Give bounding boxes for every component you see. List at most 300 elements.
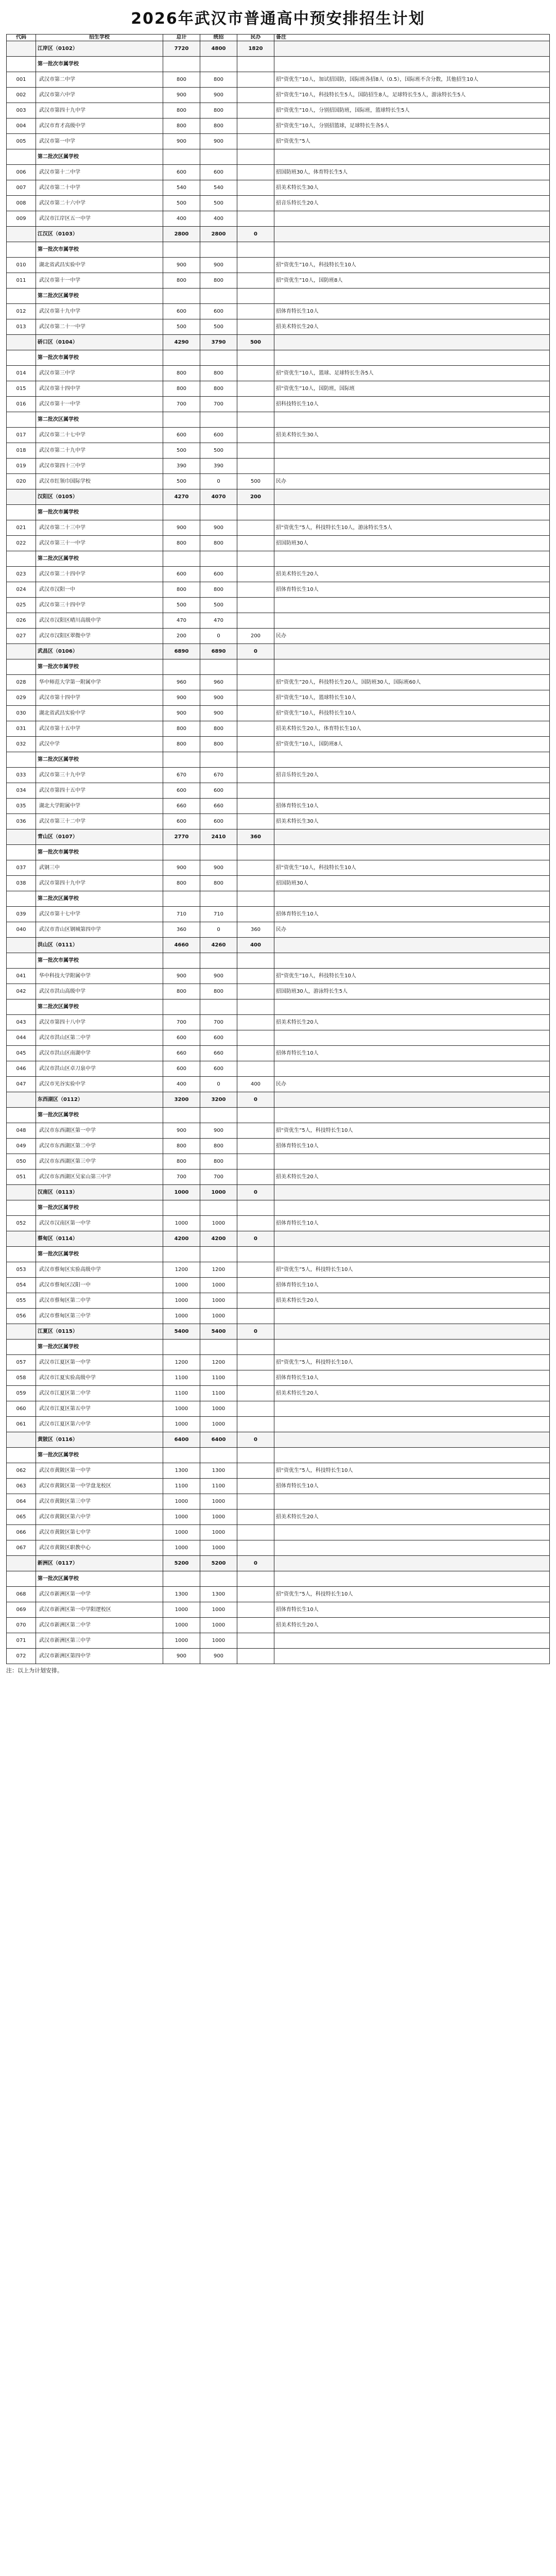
unified-cell: 1000 [200,1216,237,1231]
code-cell: 068 [7,1587,36,1602]
unified-cell: 1000 [200,1309,237,1324]
table-row [7,103,550,118]
total-cell: 1000 [163,1540,200,1556]
code-cell: 021 [7,520,36,536]
category-row [7,412,550,428]
total-cell: 1200 [163,1355,200,1370]
name-cell: 华中科技大学附属中学 [36,969,163,984]
note-cell [274,1571,550,1587]
name-cell: 武汉市江夏区第一中学 [36,1355,163,1370]
category-row [7,953,550,969]
note-cell [274,938,550,953]
tuition-cell [237,690,274,706]
tuition-cell [237,1633,274,1649]
unified-cell: 2410 [200,829,237,845]
total-cell: 800 [163,381,200,397]
code-cell [7,350,36,366]
code-cell: 037 [7,860,36,876]
code-cell: 018 [7,443,36,459]
table-body [7,41,550,1664]
code-cell: 056 [7,1309,36,1324]
unified-cell: 1000 [200,1510,237,1525]
note-cell: 招“资优生”10人，分别招篮球，足球特长生各5人 [274,118,550,134]
note-cell: 民办 [274,474,550,489]
total-cell: 600 [163,428,200,443]
tuition-cell: 0 [237,1185,274,1200]
unified-cell: 800 [200,536,237,551]
tuition-cell [237,103,274,118]
note-cell [274,1309,550,1324]
name-cell: 武汉市第二十中学 [36,180,163,196]
note-cell: 招体育特长生10人 [274,799,550,814]
table-row [7,1540,550,1556]
total-cell: 600 [163,1061,200,1077]
tuition-cell [237,57,274,72]
unified-cell: 4200 [200,1231,237,1247]
tuition-cell [237,1401,274,1417]
code-cell [7,845,36,860]
tuition-cell [237,397,274,412]
note-cell: 招美术特长生20人 [274,1618,550,1633]
total-cell: 660 [163,1046,200,1061]
unified-cell: 1000 [200,1185,237,1200]
code-cell: 014 [7,366,36,381]
district-row [7,1185,550,1200]
name-cell: 江汉区（0103） [36,227,163,242]
code-cell: 029 [7,690,36,706]
tuition-cell [237,1170,274,1185]
note-cell [274,999,550,1015]
total-cell: 900 [163,706,200,721]
name-cell: 武汉市第四十八中学 [36,1015,163,1030]
name-cell: 武汉市第四十五中学 [36,783,163,799]
unified-cell: 6890 [200,644,237,659]
tuition-cell [237,1587,274,1602]
tuition-cell [237,1340,274,1355]
unified-cell: 660 [200,799,237,814]
total-cell: 1000 [163,1633,200,1649]
unified-cell: 660 [200,1046,237,1061]
name-cell: 武汉市江夏实验高级中学 [36,1370,163,1386]
unified-cell: 540 [200,180,237,196]
tuition-cell [237,799,274,814]
name-cell: 湖北省武昌实验中学 [36,258,163,273]
total-cell [163,350,200,366]
tuition-cell [237,752,274,768]
tuition-cell: 400 [237,938,274,953]
total-cell: 800 [163,103,200,118]
unified-cell: 400 [200,211,237,227]
code-cell: 019 [7,459,36,474]
note-cell: 民办 [274,922,550,938]
note-cell [274,551,550,567]
unified-cell: 800 [200,103,237,118]
tuition-cell [237,1262,274,1278]
code-cell [7,659,36,675]
code-cell: 022 [7,536,36,551]
name-cell: 第一批次区属学校 [36,1247,163,1262]
note-cell [274,459,550,474]
name-cell: 武汉市洪山区南湖中学 [36,1046,163,1061]
total-cell: 600 [163,165,200,180]
code-cell: 048 [7,1123,36,1139]
note-cell: 招“资优生”10人，篮球、足球特长生各5人 [274,366,550,381]
note-cell: 招国防班30人 [274,536,550,551]
total-cell: 1100 [163,1386,200,1401]
code-cell [7,551,36,567]
code-cell [7,1448,36,1463]
tuition-cell [237,1061,274,1077]
tuition-cell: 0 [237,1556,274,1571]
note-cell [274,350,550,366]
code-cell: 063 [7,1479,36,1494]
tuition-cell [237,675,274,690]
code-cell: 060 [7,1401,36,1417]
unified-cell: 4070 [200,489,237,505]
tuition-cell: 360 [237,922,274,938]
unified-cell: 390 [200,459,237,474]
code-cell: 027 [7,629,36,644]
total-cell: 600 [163,304,200,319]
unified-cell: 1000 [200,1278,237,1293]
name-cell: 武汉市第十四中学 [36,690,163,706]
district-row [7,1231,550,1247]
name-cell: 武汉市新洲区第二中学 [36,1618,163,1633]
note-cell: 招“资优生”5人，科技特长生10人 [274,1262,550,1278]
total-cell [163,1571,200,1587]
note-cell [274,1324,550,1340]
total-cell: 1000 [163,1216,200,1231]
table-row [7,304,550,319]
note-cell [274,1556,550,1571]
name-cell: 武汉中学 [36,737,163,752]
code-cell: 064 [7,1494,36,1510]
tuition-cell: 0 [237,1324,274,1340]
tuition-cell [237,350,274,366]
unified-cell: 3200 [200,1092,237,1108]
total-cell: 600 [163,567,200,582]
unified-cell: 4800 [200,41,237,57]
name-cell: 武汉市育才高级中学 [36,118,163,134]
table-row [7,598,550,613]
note-cell [274,1649,550,1664]
unified-cell: 900 [200,258,237,273]
name-cell: 第一批次区属学校 [36,1340,163,1355]
name-cell: 武汉市新洲区第一中学 [36,1587,163,1602]
total-cell: 600 [163,814,200,829]
total-cell: 800 [163,118,200,134]
district-row [7,227,550,242]
table-row [7,1077,550,1092]
total-cell: 2770 [163,829,200,845]
category-row [7,505,550,520]
total-cell: 1000 [163,1309,200,1324]
code-cell [7,335,36,350]
total-cell: 960 [163,675,200,690]
note-cell: 招美术特长生20人 [274,567,550,582]
unified-cell [200,1200,237,1216]
header-note: 备注 [274,35,550,41]
total-cell [163,752,200,768]
total-cell: 5400 [163,1324,200,1340]
name-cell: 武汉市第十一中学 [36,397,163,412]
table-row [7,1123,550,1139]
tuition-cell [237,1525,274,1540]
unified-cell: 800 [200,366,237,381]
table-row [7,1618,550,1633]
tuition-cell: 200 [237,629,274,644]
category-row [7,1200,550,1216]
name-cell: 武汉市蔡甸区第三中学 [36,1309,163,1324]
name-cell: 武汉市第四十三中学 [36,459,163,474]
tuition-cell [237,1309,274,1324]
tuition-cell [237,180,274,196]
code-cell: 055 [7,1293,36,1309]
name-cell: 武汉市蔡甸区汉阳一中 [36,1278,163,1293]
code-cell: 059 [7,1386,36,1401]
code-cell [7,489,36,505]
table-row [7,474,550,489]
category-row [7,752,550,768]
total-cell: 3200 [163,1092,200,1108]
note-cell: 招音乐特长生20人 [274,768,550,783]
tuition-cell [237,1370,274,1386]
code-cell: 066 [7,1525,36,1540]
total-cell: 500 [163,443,200,459]
name-cell: 武汉市第六中学 [36,88,163,103]
name-cell: 武汉市第二十四中学 [36,567,163,582]
table-row [7,520,550,536]
code-cell: 062 [7,1463,36,1479]
tuition-cell [237,860,274,876]
tuition-cell [237,1386,274,1401]
unified-cell: 1000 [200,1293,237,1309]
name-cell: 武汉市第二十九中学 [36,443,163,459]
name-cell: 华中师范大学第一附属中学 [36,675,163,690]
total-cell: 900 [163,134,200,149]
note-cell [274,891,550,907]
code-cell: 002 [7,88,36,103]
tuition-cell [237,1293,274,1309]
code-cell: 061 [7,1417,36,1432]
code-cell [7,953,36,969]
table-row [7,1401,550,1417]
tuition-cell [237,1571,274,1587]
tuition-cell [237,953,274,969]
document-title: 2026年武汉市普通高中预安排招生计划 [131,10,425,28]
total-cell: 1100 [163,1479,200,1494]
district-row [7,1556,550,1571]
tuition-cell [237,1448,274,1463]
name-cell: 黄陂区（0116） [36,1432,163,1448]
note-cell: 招美术特长生20人 [274,1015,550,1030]
table-row [7,675,550,690]
note-cell: 招美术特长生20人 [274,1386,550,1401]
unified-cell [200,350,237,366]
unified-cell: 800 [200,582,237,598]
name-cell: 第二批次区属学校 [36,412,163,428]
name-cell: 武汉市江岸区五一中学 [36,211,163,227]
category-row [7,149,550,165]
code-cell: 004 [7,118,36,134]
name-cell: 洪山区（0111） [36,938,163,953]
table-row [7,876,550,891]
district-row [7,41,550,57]
table-row [7,211,550,227]
unified-cell [200,289,237,304]
unified-cell: 600 [200,304,237,319]
total-cell: 1300 [163,1587,200,1602]
name-cell: 武汉市黄陂区第三中学 [36,1494,163,1510]
table-row [7,1602,550,1618]
code-cell: 050 [7,1154,36,1170]
note-cell: 招“资优生”10人，国防班8人 [274,273,550,289]
unified-cell: 800 [200,118,237,134]
name-cell: 第二批次区属学校 [36,752,163,768]
note-cell [274,1525,550,1540]
name-cell: 武汉市汉南区第一中学 [36,1216,163,1231]
unified-cell: 900 [200,1649,237,1664]
tuition-cell: 360 [237,829,274,845]
name-cell: 第二批次区属学校 [36,891,163,907]
tuition-cell [237,1649,274,1664]
note-cell [274,752,550,768]
tuition-cell [237,1494,274,1510]
table-row [7,72,550,88]
total-cell [163,242,200,258]
note-cell [274,1247,550,1262]
tuition-cell [237,242,274,258]
category-row [7,1247,550,1262]
name-cell: 汉阳区（0105） [36,489,163,505]
note-cell: 招美术特长生20人 [274,1170,550,1185]
unified-cell: 1000 [200,1633,237,1649]
name-cell: 武汉市第十二中学 [36,165,163,180]
table-row [7,1510,550,1525]
note-cell [274,1401,550,1417]
code-cell [7,1231,36,1247]
total-cell: 1200 [163,1262,200,1278]
code-cell: 046 [7,1061,36,1077]
name-cell: 第一批次市属学校 [36,350,163,366]
note-cell [274,829,550,845]
note-cell: 民办 [274,629,550,644]
unified-cell: 1000 [200,1618,237,1633]
category-row [7,551,550,567]
unified-cell: 670 [200,768,237,783]
table-row [7,1370,550,1386]
note-cell: 招美术特长生20人 [274,1293,550,1309]
code-cell [7,227,36,242]
unified-cell [200,845,237,860]
table-row [7,1463,550,1479]
unified-cell [200,1108,237,1123]
unified-cell: 600 [200,567,237,582]
tuition-cell [237,88,274,103]
name-cell: 硚口区（0104） [36,335,163,350]
unified-cell [200,999,237,1015]
unified-cell: 1000 [200,1540,237,1556]
unified-cell: 800 [200,1154,237,1170]
note-cell: 招“资优生”10人，科技特长生10人 [274,258,550,273]
total-cell: 1000 [163,1494,200,1510]
table-row [7,969,550,984]
district-row [7,1092,550,1108]
code-cell: 020 [7,474,36,489]
name-cell: 武汉市第三十四中学 [36,598,163,613]
tuition-cell: 0 [237,644,274,659]
code-cell: 001 [7,72,36,88]
table-row [7,1061,550,1077]
code-cell: 035 [7,799,36,814]
total-cell: 5200 [163,1556,200,1571]
tuition-cell [237,582,274,598]
table-row [7,1633,550,1649]
code-cell [7,1200,36,1216]
name-cell: 武汉市黄陂区第一中学盘龙校区 [36,1479,163,1494]
name-cell: 第二批次区属学校 [36,999,163,1015]
tuition-cell [237,783,274,799]
code-cell: 041 [7,969,36,984]
table-row [7,907,550,922]
total-cell: 800 [163,72,200,88]
unified-cell: 1000 [200,1401,237,1417]
unified-cell: 0 [200,474,237,489]
unified-cell: 900 [200,134,237,149]
tuition-cell [237,598,274,613]
table-row [7,629,550,644]
total-cell: 700 [163,397,200,412]
code-cell: 069 [7,1602,36,1618]
name-cell: 第一批次市属学校 [36,953,163,969]
tuition-cell [237,520,274,536]
total-cell: 1000 [163,1417,200,1432]
tuition-cell [237,721,274,737]
total-cell: 360 [163,922,200,938]
total-cell: 200 [163,629,200,644]
total-cell [163,891,200,907]
name-cell: 第一批次市属学校 [36,57,163,72]
name-cell: 第二批次区属学校 [36,149,163,165]
code-cell: 026 [7,613,36,629]
code-cell: 049 [7,1139,36,1154]
code-cell: 028 [7,675,36,690]
note-cell: 招“资优生”10人，科技特长生10人 [274,860,550,876]
tuition-cell [237,428,274,443]
table-row [7,88,550,103]
code-cell: 032 [7,737,36,752]
total-cell [163,1340,200,1355]
total-cell: 600 [163,1030,200,1046]
tuition-cell [237,289,274,304]
unified-cell [200,1247,237,1262]
table-row [7,737,550,752]
tuition-cell [237,1417,274,1432]
code-cell: 051 [7,1170,36,1185]
header-code: 代码 [7,35,36,41]
name-cell: 武汉市新洲区第四中学 [36,1649,163,1664]
tuition-cell [237,907,274,922]
total-cell: 800 [163,1139,200,1154]
name-cell: 武汉市东西湖区第二中学 [36,1139,163,1154]
name-cell: 武汉市第二十三中学 [36,520,163,536]
total-cell: 4270 [163,489,200,505]
tuition-cell [237,1108,274,1123]
unified-cell: 800 [200,984,237,999]
name-cell: 第一批次区属学校 [36,1108,163,1123]
district-row [7,1432,550,1448]
total-cell: 6400 [163,1432,200,1448]
